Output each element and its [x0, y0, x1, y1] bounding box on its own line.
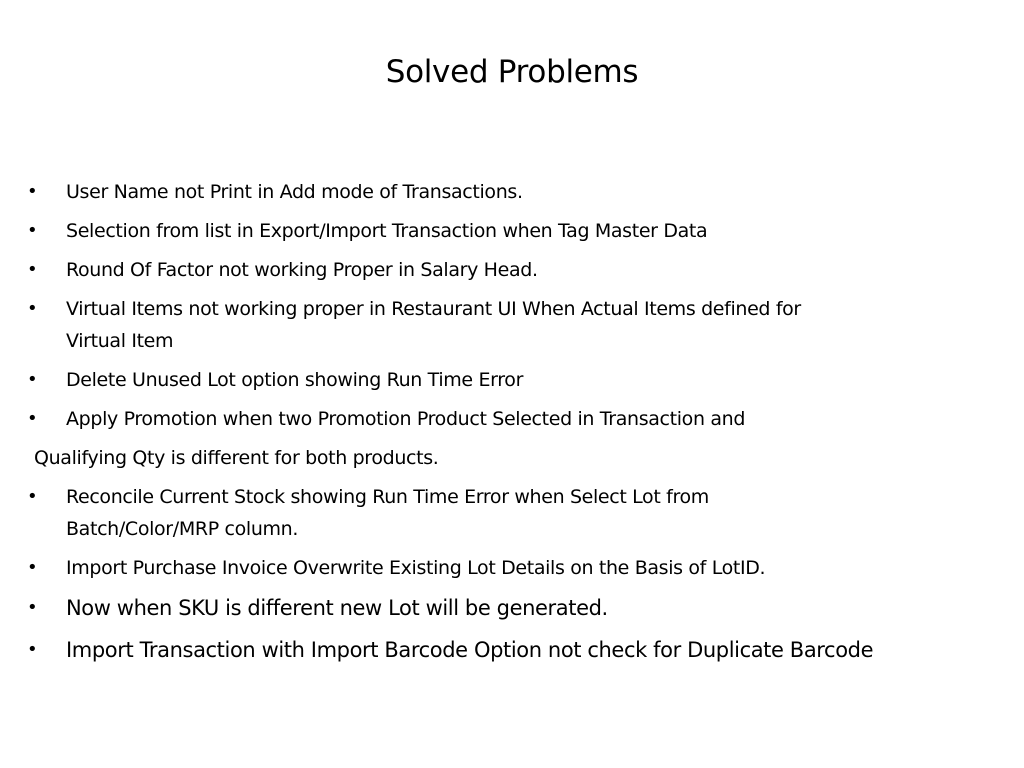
bullet-text-wrap: Virtual Item — [66, 330, 174, 352]
bullet-icon: • — [27, 220, 38, 241]
bullet-icon: • — [27, 597, 38, 618]
bullet-text: Reconcile Current Stock showing Run Time Error when Select Lot from — [66, 486, 709, 508]
bullet-text: Selection from list in Export/Import Transaction when Tag Master Data — [66, 220, 708, 242]
bullet-icon: • — [27, 181, 38, 202]
bullet-icon: • — [27, 557, 38, 578]
bullet-text: Import Purchase Invoice Overwrite Existing Lot Details on the Basis of LotID. — [66, 557, 766, 579]
bullet-icon: • — [27, 639, 38, 660]
bullet-text: Apply Promotion when two Promotion Product Selected in Transaction and — [66, 408, 746, 430]
bullet-text-wrap: Batch/Color/MRP column. — [66, 518, 299, 540]
bullet-icon: • — [27, 259, 38, 280]
bullet-text: Import Transaction with Import Barcode Option not check for Duplicate Barcode — [66, 638, 874, 662]
bullet-text: Round Of Factor not working Proper in Salary Head. — [66, 259, 538, 281]
bullet-text: Delete Unused Lot option showing Run Time Error — [66, 369, 524, 391]
continuation-text: Qualifying Qty is different for both products. — [34, 447, 439, 469]
bullet-icon: • — [27, 486, 38, 507]
slide-title: Solved Problems — [385, 54, 639, 90]
bullet-icon: • — [27, 369, 38, 390]
bullet-icon: • — [27, 298, 38, 319]
bullet-text: Virtual Items not working proper in Restaurant UI When Actual Items defined for — [66, 298, 801, 320]
bullet-icon: • — [27, 408, 38, 429]
bullet-text: Now when SKU is different new Lot will be generated. — [66, 596, 608, 620]
bullet-text: User Name not Print in Add mode of Transactions. — [66, 181, 523, 203]
